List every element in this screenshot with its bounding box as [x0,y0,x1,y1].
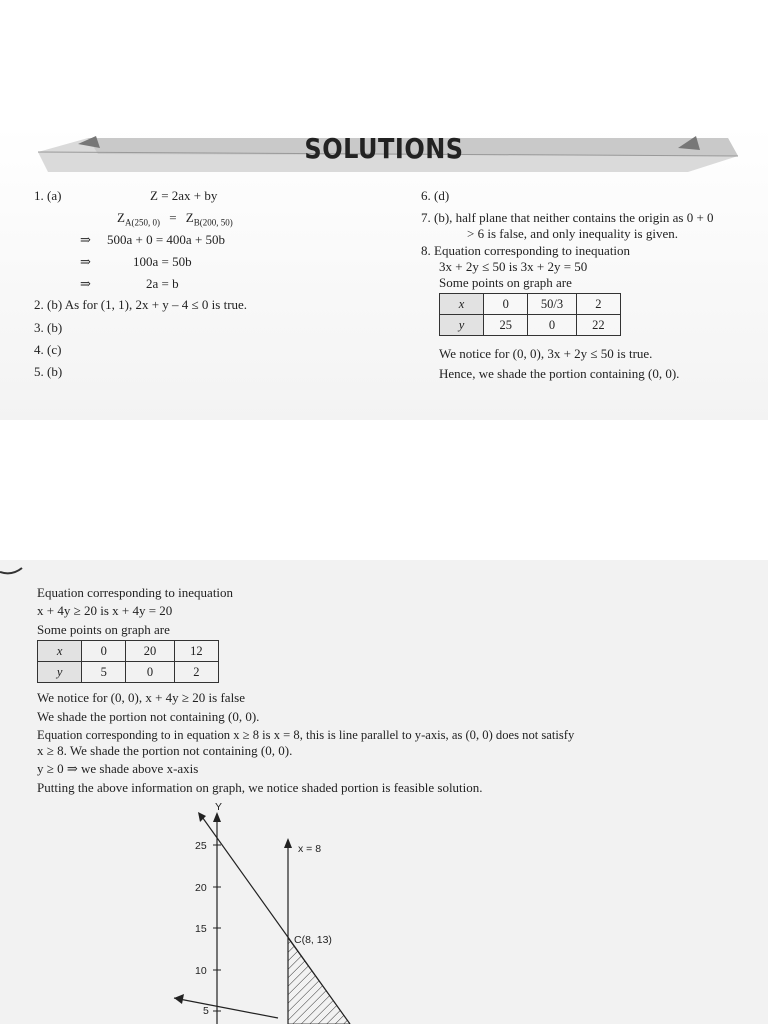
page-title: SOLUTIONS [304,132,464,166]
q3-answer: 3. (b) [34,320,63,335]
lower-line8: y ≥ 0 ⇒ we shade above x-axis [37,761,199,776]
table-cell: y [38,662,82,683]
lower-line3: Some points on graph are [37,622,170,637]
q1-line2-rhs-sub: B(200, 50) [193,217,233,228]
y-axis-label: Y [215,801,223,813]
q8-line2: 3x + 2y ≤ 50 is 3x + 2y = 50 [439,259,588,274]
lower-line4: We notice for (0, 0), x + 4y ≥ 20 is false [37,690,246,705]
x8-label: x = 8 [298,843,322,855]
lower-line2: x + 4y ≥ 20 is x + 4y = 20 [37,603,173,618]
table-cell: 0 [484,294,528,315]
table-cell: 5 [82,662,126,683]
q5-answer: 5. (b) [34,364,63,379]
lower-points-table [37,640,219,683]
table-cell: 0 [528,315,576,336]
table-row [38,641,219,662]
x8-arrow-icon [284,838,292,848]
table-cell: 25 [484,315,528,336]
table-cell: 0 [82,641,126,662]
q8-line1: 8. Equation corresponding to inequation [421,243,631,258]
table-cell: 12 [174,641,218,662]
line-x-4y-20 [174,998,278,1018]
y-tick-label: 25 [195,840,207,852]
q8-line3: Some points on graph are [439,275,572,290]
table-cell: 0 [126,662,174,683]
table-row [440,294,621,315]
y-tick-label: 5 [203,1005,209,1017]
table-cell: x [38,641,82,662]
q1-line2-lhs-sub: A(250, 0) [124,217,160,228]
table-cell: x [440,294,484,315]
lower-line6: Equation corresponding to in equation x ≥ 8 is x = 8, this is line parallel to y-axis, as (0, 0) does not satisfy [37,728,575,742]
y-axis-arrow-icon [213,812,221,822]
table-row [440,315,621,336]
line-3x-2y-50 [200,814,350,1024]
q1-line2-lhs: Z [117,210,125,225]
q8-line5: Hence, we shade the portion containing (0, 0). [439,366,680,381]
line2-arrow-icon [174,994,184,1004]
q1-label: 1. (a) [34,188,62,203]
q1-line5: 2a = b [146,276,179,291]
table-cell: 2 [174,662,218,683]
table-cell: 20 [126,641,174,662]
q4-answer: 4. (c) [34,342,62,357]
q6-answer: 6. (d) [421,188,450,203]
table-cell: 2 [576,294,620,315]
q1-line4: 100a = 50b [133,254,192,269]
implies-arrow-1: ⇒ [80,232,91,247]
implies-arrow-2: ⇒ [80,254,91,269]
page-edge-mark [0,566,24,578]
q1-line1: Z = 2ax + by [150,188,218,203]
lower-line5: We shade the portion not containing (0, 0). [37,709,260,724]
q2-answer: 2. (b) As for (1, 1), 2x + y – 4 ≤ 0 is true. [34,297,248,312]
q1-line3: 500a + 0 = 400a + 50b [107,232,226,247]
implies-arrow-3: ⇒ [80,276,91,291]
q8-points-table [439,293,621,336]
y-tick-label: 15 [195,923,207,935]
point-c-label: C(8, 13) [294,934,332,946]
feasible-region-graph [160,800,400,1024]
q7-line1: 7. (b), half plane that neither contains the origin as 0 + 0 [421,210,714,225]
q1-line2-eq: = [169,210,177,225]
table-cell: y [440,315,484,336]
y-tick-label: 10 [195,965,207,977]
y-tick-label: 20 [195,882,207,894]
lower-line9: Putting the above information on graph, we notice shaded portion is feasible solution. [37,780,483,795]
lower-line1: Equation corresponding to inequation [37,585,234,600]
table-cell: 50/3 [528,294,576,315]
q1-line2-rhs: Z [185,210,194,225]
q1-line2 [117,210,233,231]
q8-line4: We notice for (0, 0), 3x + 2y ≤ 50 is true. [439,346,653,361]
q7-line2: > 6 is false, and only inequality is given. [467,226,678,241]
lower-line7: x ≥ 8. We shade the portion not containing (0, 0). [37,743,293,758]
table-row [38,662,219,683]
table-cell: 22 [576,315,620,336]
